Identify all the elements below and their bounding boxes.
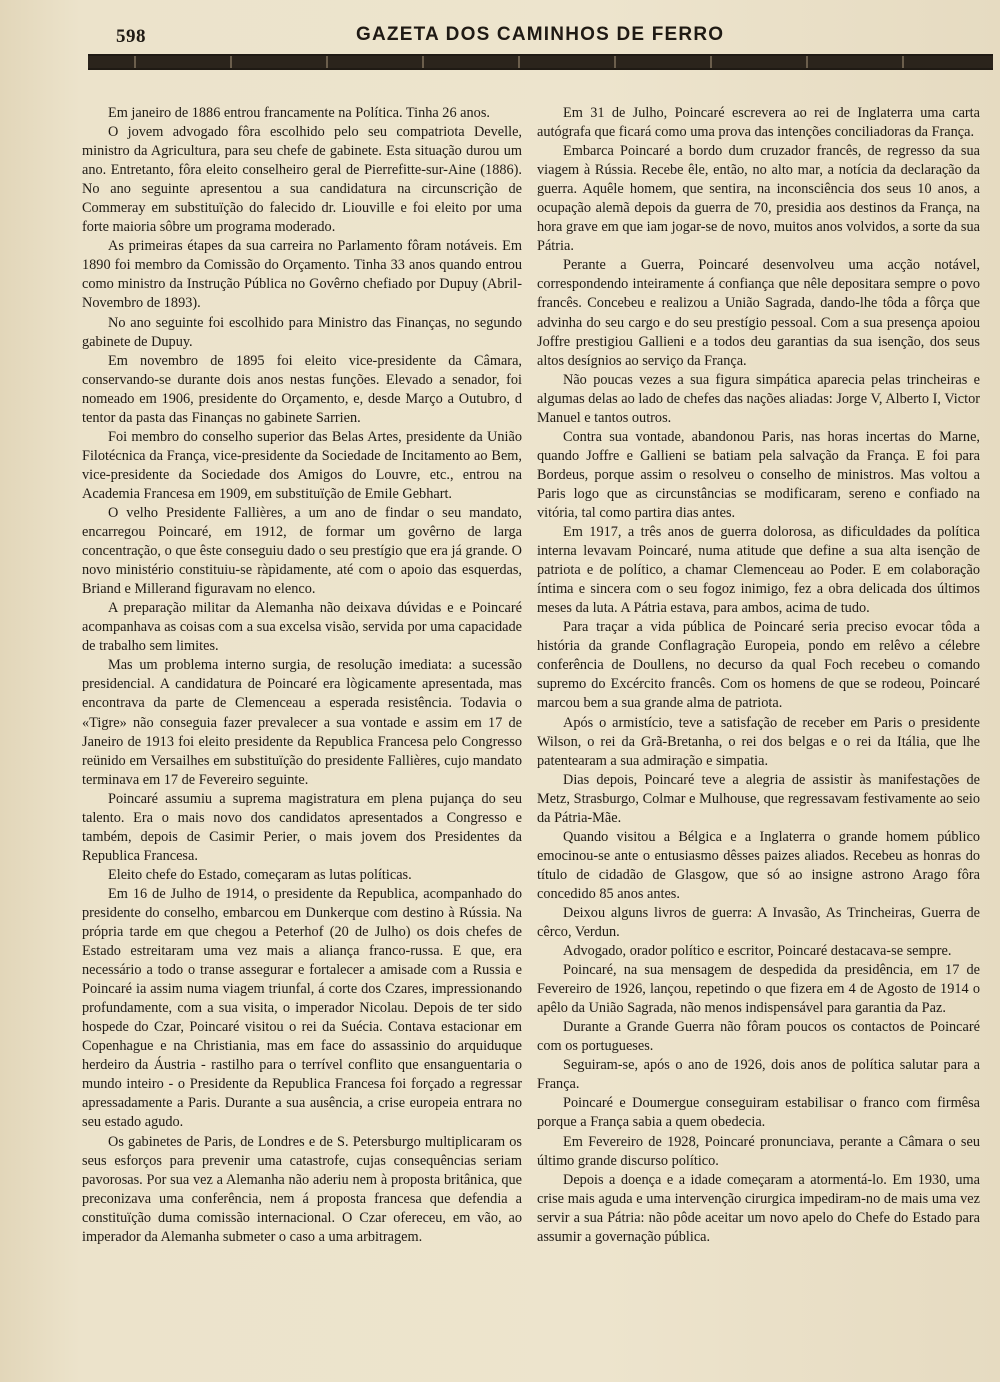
paragraph: Em 1917, a três anos de guerra dolorosa, as dificuldades da política interna levavam Poincaré, numa atitude que define a sua alta isenção de patriota e de político, a chamar Clemenceau ao Poder. E em colaboração íntima e sincera com o seu fogoz inimigo, fez a obra delicada dos últimos meses da luta. A Pátria estava, para ambos, acima de tudo.: [537, 524, 980, 617]
paragraph: A preparação militar da Alemanha não deixava dúvidas e e Poincaré acompanhava as coisas com a sua excelsa visão, servida por uma capacidade de trabalho sem limites.: [82, 600, 522, 655]
paragraph: Quando visitou a Bélgica e a Inglaterra o grande homem público emocinou-se ante o entusiasmo dêsses paizes aliados. Recebeu as honras do título de cidadão de Glasgow, que só ao insigne astrono Arago fôra concedido 85 anos antes.: [537, 828, 980, 902]
paragraph: No ano seguinte foi escolhido para Ministro das Finanças, no segundo gabinete de Dupuy.: [82, 314, 522, 350]
paragraph: Perante a Guerra, Poincaré desenvolveu uma acção notável, correspondendo inteiramente á confiança que nêle depositara sempre o povo francês. Concebeu e realizou a União Sagrada, dando-lhe tôda a fôrça que advinha do seu cargo e do seu prestígio pessoal. Com a sua presença apoiou Joffre prestigiou Gallieni e a todos deu garantias da sua isenção, dos seus altos desígnios ao serviço da França.: [537, 257, 980, 369]
paragraph: Foi membro do conselho superior das Belas Artes, presidente da União Filotécnica da França, vice-presidente da Sociedade de Incitamento ao Bem, vice-presidente da Sociedade dos Amigos do Louvre, etc., entrou na Academia Francesa em 1909, em substituïção de Emile Gebhart.: [82, 428, 522, 502]
paragraph: Para traçar a vida pública de Poincaré seria preciso evocar tôda a história da grande Conflagração Europeia, pondo em relêvo a célebre conferência de Doullens, no decurso da qual Foch recebeu o comando supremo do Excército francês. Com os homens de que se rodeou, Poincaré marcou bem a sua grande alma de patriota.: [537, 619, 980, 712]
page-number: 598: [116, 26, 146, 47]
paragraph: Em 31 de Julho, Poincaré escrevera ao rei de Inglaterra uma carta autógrafa que ficará como uma prova das intenções conciliadoras da França.: [537, 105, 980, 141]
paragraph: Em Fevereiro de 1928, Poincaré pronunciava, perante a Câmara o seu último grande discurso político.: [537, 1133, 980, 1169]
paragraph: Deixou alguns livros de guerra: A Invasão, As Trincheiras, Guerra de cêrco, Verdun.: [537, 904, 980, 941]
paragraph: Em janeiro de 1886 entrou francamente na Política. Tinha 26 anos.: [108, 105, 490, 121]
left-column: [82, 104, 522, 1247]
paragraph: Não poucas vezes a sua figura simpática aparecia pelas trincheiras e algumas delas ao lado de chefes das nações aliadas: Jorge V, Alberto I, Victor Manuel e tantos outros.: [537, 371, 980, 426]
header-rule: [88, 54, 993, 70]
paragraph: Contra sua vontade, abandonou Paris, nas horas incertas do Marne, quando Joffre e Gallieni se batiam pela salvação da França. E foi para Bordeus, porque assim o resolveu o conselho de ministros. Mas voltou a Paris logo que as circunstâncias se modificaram, sereno e confiado na vitória, tal como partira dias antes.: [537, 428, 980, 521]
journal-title: GAZETA DOS CAMINHOS DE FERRO: [356, 24, 725, 45]
paragraph: O jovem advogado fôra escolhido pelo seu compatriota Develle, ministro da Agricultura, para seu chefe de gabinete. Esta situação durou um ano. Entretanto, fôra eleito conselheiro geral de Pierrefitte-sur-Aine (1886). No ano seguinte apresentou a sua candidatura na circunscrição de Commeray em substituïção do falecido dr. Liouville e foi eleito por uma forte maioria sôbre um programa moderado.: [82, 124, 522, 236]
paragraph: Dias depois, Poincaré teve a alegria de assistir às manifestações de Metz, Strasburgo, Colmar e Mulhouse, que regressavam festivamente ao seio da Pátria-Mãe.: [537, 771, 980, 826]
paragraph: Os gabinetes de Paris, de Londres e de S. Petersburgo multiplicaram os seus esforços para prevenir uma catastrofe, cujas consequências seriam pavorosas. Por sua vez a Alemanha não aderiu nem à proposta britânica, que preconizava uma conferência, nem á proposta francesa que defendia a constituïção duma comissão internacional. O Czar ofereceu, em vão, ao imperador da Alemanha submeter o caso a uma arbitragem.: [82, 1133, 522, 1245]
paragraph: O velho Presidente Fallières, a um ano de findar o seu mandato, encarregou Poincaré, em 1912, de formar um govêrno de larga concentração, o que êste conseguiu dado o seu prestígio que era já grande. O novo ministério constituiu-se ràpidamente, até com o apoio das esquerdas, Briand e Millerand figuravam no elenco.: [82, 504, 522, 598]
paragraph: Advogado, orador político e escritor, Poincaré destacava-se sempre.: [563, 943, 952, 960]
paragraph: Poincaré, na sua mensagem de despedida da presidência, em 17 de Fevereiro de 1926, lançou, repetindo o que fizera em 4 de Agosto de 1914 o apêlo da União Sagrada, não menos indispensável para garantia da Paz.: [537, 962, 980, 1017]
paragraph: Embarca Poincaré a bordo dum cruzador francês, de regresso da sua viagem à Rússia. Recebe êle, então, no alto mar, a notícia da declaração da guerra. Aquêle homem, que sentira, na inconsciência dos seus 10 anos, a ocupação alemã depois da guerra de 70, presidia aos destinos da França, na hora grave em que iam jogar-se de novo, muitos anos volvidos, a sorte da sua Pátria.: [537, 143, 980, 255]
paragraph: Em novembro de 1895 foi eleito vice-presidente da Câmara, conservando-se durante dois anos nestas funções. Elevado a senador, foi nomeado em 1906, presidente do Orçamento, e, desde Março a Outubro, d tentor da pasta das Finanças no gabinete Sarrien.: [82, 352, 522, 426]
page-header: [88, 22, 988, 50]
paragraph: As primeiras étapes da sua carreira no Parlamento fôram notáveis. Em 1890 foi membro da Comissão do Orçamento. Tinha 33 anos quando entrou como ministro da Instrução Pública no Govêrno chefiado por Dupuy (Abril-Novembro de 1893).: [82, 238, 522, 312]
right-column: [537, 104, 980, 1247]
paragraph: Mas um problema interno surgia, de resolução imediata: a sucessão presidencial. A candidatura de Poincaré era lògicamente apresentada, mas encontrava da parte de Clemenceau a esperada resistência. Todavia o «Tigre» não conseguia fazer prevalecer a sua vontade e assim em 17 de Janeiro de 1913 foi eleito presidente da Republica Francesa pelo Congresso reünido em Versailhes em substituïção do presidente Fallières, cujo mandato terminava em 17 de Fevereiro seguinte.: [82, 657, 522, 788]
paragraph: Seguiram-se, após o ano de 1926, dois anos de política salutar para a França.: [537, 1057, 980, 1093]
paragraph: Após o armistício, teve a satisfação de receber em Paris o presidente Wilson, o rei da Grã-Bretanha, o rei dos belgas e o rei da Itália, que lhe patentearam a sua admiração e simpatia.: [537, 714, 980, 769]
paragraph: Em 16 de Julho de 1914, o presidente da Republica, acompanhado do presidente do conselho, embarcou em Dunkerque com destino à Rússia. Na própria tarde em que chegou a Peterhof (20 de Julho) os dois chefes de Estado estreitaram uma vez mais a aliança franco-russa. E que, era necessário a todo o transe assegurar e fortalecer a amisade com a Russia e Poincaré ia assim numa viagem triunfal, á corte dos Czares, impressionando profundamente, com a sua visita, o imperador Nicolau. Depois de ter sido hospede do Czar, Poincaré visitou o rei da Suécia. Contava estacionar em Copenhague e na Christiania, mas em face do assassinio do arquiduque herdeiro da Áustria - rastilho para o terrível conflito que ensanguentaria o mundo inteiro - o Presidente da Republica Francesa foi forçado a regressar apressadamente a Paris. Durante a sua ausência, a crise europeia entrara no seu estado agudo.: [82, 885, 522, 1131]
paragraph: Eleito chefe do Estado, começaram as lutas políticas.: [108, 866, 412, 883]
paragraph: Depois a doença e a idade começaram a atormentá-lo. Em 1930, uma crise mais aguda e uma intervenção cirurgica impediram-no de mais uma vez servir a sua Pátria: não pôde aceitar um novo apelo do Chefe do Estado para assumir a governação pública.: [537, 1171, 980, 1245]
paragraph: Poincaré assumiu a suprema magistratura em plena pujança do seu talento. Era o mais novo dos candidatos apresentados a Congresso e também, depois de Casimir Perier, o mais jovem dos Presidentes da Republica Francesa.: [82, 790, 522, 864]
paragraph: Durante a Grande Guerra não fôram poucos os contactos de Poincaré com os portugueses.: [537, 1019, 980, 1055]
paragraph: Poincaré e Doumergue conseguiram estabilisar o franco com firmêsa porque a França sabia a quem obedecia.: [537, 1095, 980, 1131]
